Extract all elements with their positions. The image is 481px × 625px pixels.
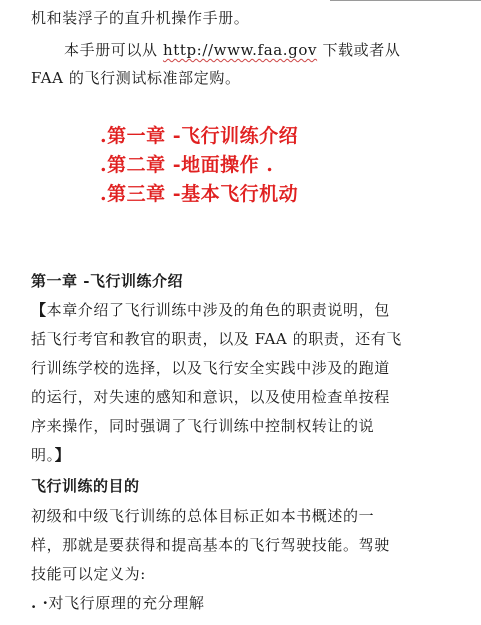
purpose-bullet-1 [31,593,204,613]
toc-chapter-3[interactable]: .第三章 -基本飞行机动 [100,183,299,205]
intro-line-2 [64,40,400,60]
purpose-heading: 飞行训练的目的 [31,477,140,495]
toc-chapter-2[interactable]: .第二章 -地面操作 . [100,154,274,176]
chapter-1-summary-line-3: 行训练学校的选择，以及飞行安全实践中涉及的跑道 [31,359,390,377]
chapter-1-heading: 第一章 -飞行训练介绍 [31,272,183,290]
intro-line-3: FAA 的飞行测试标准部定购。 [31,69,241,87]
summary-text-6: 明。 [31,446,55,464]
summary-close-bracket: 】 [54,446,71,464]
chapter-1-summary-line-4: 的运行，对失速的感知和意识，以及使用检查单按程 [31,388,390,406]
intro-line-1: 机和装浮子的直升机操作手册。 [31,9,250,27]
chapter-1-summary-line-1 [31,300,390,320]
chapter-1-summary-line-6 [31,445,70,465]
bullet-marker: . · [31,594,49,612]
chapter-1-summary-line-5: 序来操作，同时强调了飞行训练中控制权转让的说 [31,417,375,435]
intro-line-2-suffix: 下载或者从 [317,41,401,59]
summary-open-bracket: 【 [31,301,47,319]
header-rule [330,0,481,1]
chapter-1-summary-line-2: 括飞行考官和教官的职责，以及 FAA 的职责，还有飞 [31,330,402,348]
summary-text-1: 本章介绍了飞行训练中涉及的角色的职责说明，包 [46,301,390,319]
faa-url-link[interactable]: http://www.faa.gov [162,41,318,59]
purpose-line-3: 技能可以定义为: [31,565,146,583]
purpose-line-1: 初级和中级飞行训练的总体目标正如本书概述的一 [31,507,375,525]
purpose-line-2: 样，那就是要获得和提高基本的飞行驾驶技能。驾驶 [31,536,390,554]
toc-chapter-1[interactable]: .第一章 -飞行训练介绍 [100,125,299,147]
bullet-text: 对飞行原理的充分理解 [48,594,205,612]
intro-line-2-prefix: 本手册可以从 [64,41,163,59]
